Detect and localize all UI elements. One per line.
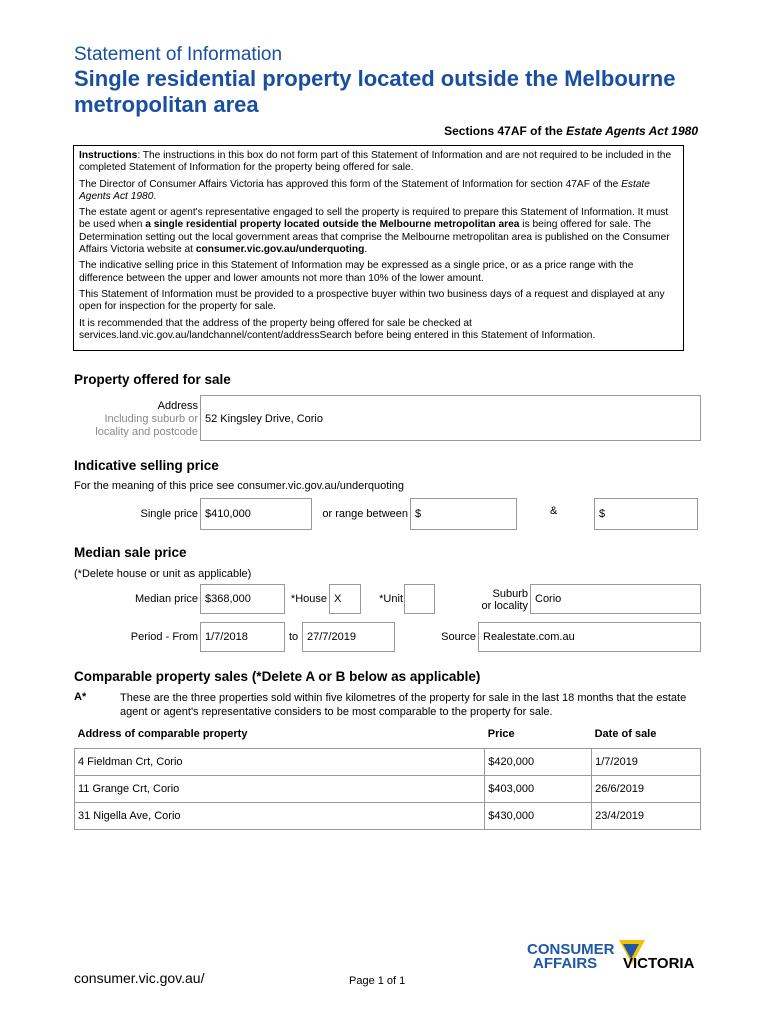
comparable-price[interactable]: $430,000 bbox=[485, 803, 592, 830]
instructions-p1: : The instructions in this box do not form part of this Statement of Information and are not required to be included in the completed Statement of Information for the property being offered for sale. bbox=[79, 150, 672, 174]
comparable-table bbox=[74, 724, 701, 830]
comparable-date[interactable]: 23/4/2019 bbox=[592, 803, 701, 830]
col-date-header: Date of sale bbox=[594, 728, 657, 740]
comparable-heading: Comparable property sales (*Delete A or B below as applicable) bbox=[74, 669, 481, 684]
range-low-field[interactable]: $ bbox=[410, 498, 517, 530]
instructions-p3-b: is being offered for sale. The Determination setting out the local government areas that comprise the Melbourne metropolitan area is published on the Consumer Affairs Victoria website at bbox=[79, 219, 670, 256]
document-title: Single residential property located outside the Melbourne metropolitan area bbox=[74, 66, 676, 117]
unit-checkbox[interactable] bbox=[404, 584, 435, 614]
suburb-field[interactable]: Corio bbox=[530, 584, 701, 614]
single-price-label: Single price bbox=[140, 508, 198, 520]
period-to-label: to bbox=[289, 631, 299, 643]
table-row bbox=[75, 776, 701, 803]
consumer-affairs-victoria-logo bbox=[527, 940, 707, 990]
col-price-header: Price bbox=[487, 728, 515, 740]
sections-reference bbox=[444, 124, 698, 138]
property-heading: Property offered for sale bbox=[74, 372, 231, 387]
instructions-label: Instructions bbox=[79, 150, 138, 161]
comparable-date[interactable]: 1/7/2019 bbox=[592, 749, 701, 776]
instructions-box bbox=[73, 145, 684, 351]
single-price-field[interactable]: $410,000 bbox=[200, 498, 312, 530]
comparable-address[interactable]: 4 Fieldman Crt, Corio bbox=[75, 749, 485, 776]
source-field[interactable]: Realestate.com.au bbox=[478, 622, 701, 652]
logo-line1: CONSUMER bbox=[527, 941, 615, 958]
comparable-address[interactable]: 11 Grange Crt, Corio bbox=[75, 776, 485, 803]
instructions-p3-c: . bbox=[364, 244, 368, 256]
address-label-1: Address bbox=[157, 400, 198, 412]
instructions-p5: This Statement of Information must be provided to a prospective buyer within two business days of a request and displayed at any open for inspection for the property for sale. bbox=[79, 288, 665, 313]
suburb-label-1: Suburb bbox=[492, 588, 528, 600]
table-row bbox=[75, 749, 701, 776]
suburb-label-2: or locality bbox=[481, 600, 528, 612]
source-label: Source bbox=[441, 631, 476, 643]
footer-url[interactable]: consumer.vic.gov.au/ bbox=[74, 970, 205, 986]
house-checkbox[interactable]: X bbox=[329, 584, 361, 614]
logo-line2: AFFAIRS bbox=[533, 955, 598, 972]
house-label: *House bbox=[290, 593, 327, 605]
page-number: Page 1 of 1 bbox=[349, 975, 406, 987]
comparable-date[interactable]: 26/6/2019 bbox=[592, 776, 701, 803]
instructions-p3-bold: a single residential property located outside the Melbourne metropolitan area bbox=[145, 219, 520, 231]
table-header-row bbox=[75, 724, 701, 749]
median-price-label: Median price bbox=[135, 593, 198, 605]
address-label-2: Including suburb or bbox=[104, 413, 198, 425]
period-from-label: Period - From bbox=[130, 631, 198, 643]
median-note: (*Delete house or unit as applicable) bbox=[74, 568, 252, 580]
unit-label: *Unit bbox=[379, 593, 403, 605]
table-row bbox=[75, 803, 701, 830]
instructions-p6: It is recommended that the address of the property being offered for sale be checked at services.land.vic.gov.au/landchannel/content/addressSearch before being entered in this Statement of Information. bbox=[79, 317, 596, 341]
logo-line3: VICTORIA bbox=[623, 955, 695, 972]
suburb-label bbox=[440, 588, 528, 612]
instructions-p2-b: Estate Agents Act 1980 bbox=[79, 178, 650, 202]
instructions-p2-a: The Director of Consumer Affairs Victoria has approved this form of the Statement of Information for section 47AF of the bbox=[79, 178, 622, 190]
median-heading: Median sale price bbox=[74, 545, 187, 560]
comparable-price[interactable]: $403,000 bbox=[485, 776, 592, 803]
option-a-text: These are the three properties sold within five kilometres of the property for sale in the last 18 months that the estate agent or agent's representative considers to be most comparable to the property for sale. bbox=[120, 692, 687, 718]
period-to-field[interactable]: 27/7/2019 bbox=[302, 622, 395, 652]
range-ampersand: & bbox=[550, 505, 558, 517]
option-a-label: A* bbox=[74, 691, 87, 703]
address-label bbox=[74, 400, 198, 439]
address-label-3: locality and postcode bbox=[95, 426, 198, 438]
document-subtitle: Statement of Information bbox=[74, 44, 283, 65]
comparable-address[interactable]: 31 Nigella Ave, Corio bbox=[75, 803, 485, 830]
range-label: or range between bbox=[322, 508, 408, 520]
address-field[interactable]: 52 Kingsley Drive, Corio bbox=[200, 395, 701, 441]
indicative-heading: Indicative selling price bbox=[74, 458, 219, 473]
range-high-field[interactable]: $ bbox=[594, 498, 698, 530]
underquoting-link[interactable]: consumer.vic.gov.au/underquoting bbox=[195, 244, 365, 256]
instructions-p4: The indicative selling price in this Statement of Information may be expressed as a single price, or as a price range with the difference between the upper and lower amounts not more than 10% of the lower amount. bbox=[79, 260, 634, 284]
instructions-p3-a: The estate agent or agent's representative engaged to sell the property is required to prepare this Statement of Information. It must be used when bbox=[79, 207, 669, 231]
median-price-field[interactable]: $368,000 bbox=[200, 584, 285, 614]
sections-act: Estate Agents Act 1980 bbox=[566, 124, 698, 138]
sections-prefix: Sections 47AF of the bbox=[444, 124, 567, 138]
col-address-header: Address of comparable property bbox=[77, 728, 248, 740]
period-from-field[interactable]: 1/7/2018 bbox=[200, 622, 285, 652]
instructions-p2-c: . bbox=[153, 190, 157, 202]
indicative-note: For the meaning of this price see consumer.vic.gov.au/underquoting bbox=[74, 480, 404, 492]
comparable-price[interactable]: $420,000 bbox=[485, 749, 592, 776]
